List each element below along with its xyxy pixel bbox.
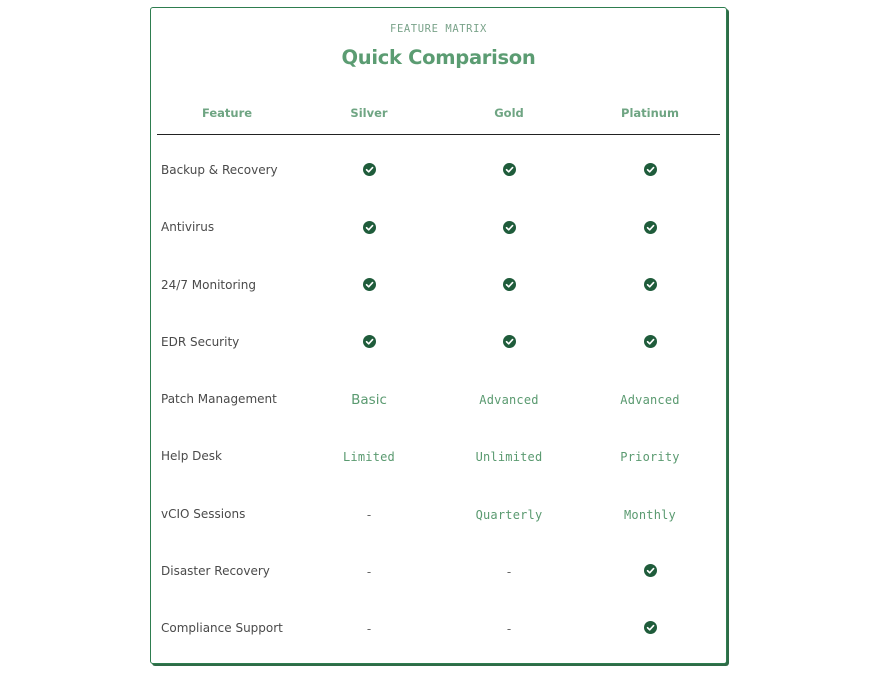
feature-name: Compliance Support (161, 621, 283, 635)
table-row (157, 543, 720, 600)
table-header (157, 104, 720, 135)
check-circle-icon (363, 335, 376, 348)
column-header-feature: Feature (201, 106, 253, 120)
cell-silver (319, 486, 419, 543)
cell-gold (459, 543, 559, 600)
not-included-dash: - (506, 622, 512, 636)
check-circle-icon (644, 621, 657, 634)
cell-platinum (600, 257, 700, 314)
comparison-card (150, 7, 727, 664)
check-circle-icon (644, 335, 657, 348)
tier-value: Advanced (479, 393, 539, 407)
cell-platinum (600, 428, 700, 485)
cell-silver (319, 600, 419, 657)
table-row (157, 428, 720, 485)
eyebrow-label: FEATURE MATRIX (390, 23, 487, 35)
table-row (157, 486, 720, 543)
cell-gold (459, 142, 559, 199)
cell-gold (459, 314, 559, 371)
column-header-platinum: Platinum (621, 106, 679, 120)
check-circle-icon (363, 278, 376, 291)
tier-value: Advanced (620, 393, 680, 407)
cell-gold (459, 428, 559, 485)
tier-value: Priority (620, 450, 680, 465)
table-row (157, 257, 720, 314)
table-row (157, 142, 720, 199)
tier-value: Quarterly (475, 507, 543, 522)
feature-name: Patch Management (161, 392, 277, 406)
check-circle-icon (644, 278, 657, 291)
cell-platinum (600, 314, 700, 371)
check-circle-icon (644, 163, 657, 176)
cell-silver (319, 543, 419, 600)
cell-silver (319, 257, 419, 314)
check-circle-icon (503, 221, 516, 234)
feature-name: Antivirus (161, 220, 215, 235)
cell-platinum (600, 600, 700, 657)
cell-platinum (600, 543, 700, 600)
table-row (157, 314, 720, 371)
column-header-gold: Gold (494, 106, 524, 120)
cell-gold (459, 600, 559, 657)
not-included-dash: - (366, 564, 372, 579)
cell-gold (459, 199, 559, 256)
feature-name: Help Desk (161, 449, 222, 464)
cell-gold (459, 257, 559, 314)
feature-name: Disaster Recovery (161, 563, 270, 578)
check-circle-icon (644, 221, 657, 234)
cell-platinum (600, 199, 700, 256)
cell-platinum (600, 371, 700, 428)
cell-silver (319, 428, 419, 485)
feature-name: 24/7 Monitoring (161, 277, 256, 292)
check-circle-icon (503, 278, 516, 291)
cell-platinum (600, 142, 700, 199)
table-row (157, 600, 720, 657)
not-included-dash: - (366, 622, 372, 636)
feature-name: EDR Security (161, 334, 240, 349)
tier-value: Unlimited (475, 450, 543, 465)
check-circle-icon (363, 221, 376, 234)
cell-silver (319, 199, 419, 256)
table-row (157, 371, 720, 428)
cell-platinum (600, 486, 700, 543)
feature-name: Backup & Recovery (161, 163, 278, 177)
check-circle-icon (503, 163, 516, 176)
feature-name: vCIO Sessions (161, 506, 246, 521)
tier-value: Basic (351, 392, 387, 408)
check-circle-icon (363, 163, 376, 176)
cell-gold (459, 371, 559, 428)
cell-silver (319, 371, 419, 428)
column-header-silver: Silver (350, 106, 388, 120)
table-row (157, 199, 720, 256)
cell-silver (319, 142, 419, 199)
check-circle-icon (503, 335, 516, 348)
not-included-dash: - (506, 564, 512, 579)
tier-value: Monthly (624, 507, 676, 522)
tier-value: Limited (343, 450, 395, 465)
cell-gold (459, 486, 559, 543)
check-circle-icon (644, 564, 657, 577)
not-included-dash: - (366, 507, 372, 522)
cell-silver (319, 314, 419, 371)
page-title: Quick Comparison (341, 46, 536, 69)
